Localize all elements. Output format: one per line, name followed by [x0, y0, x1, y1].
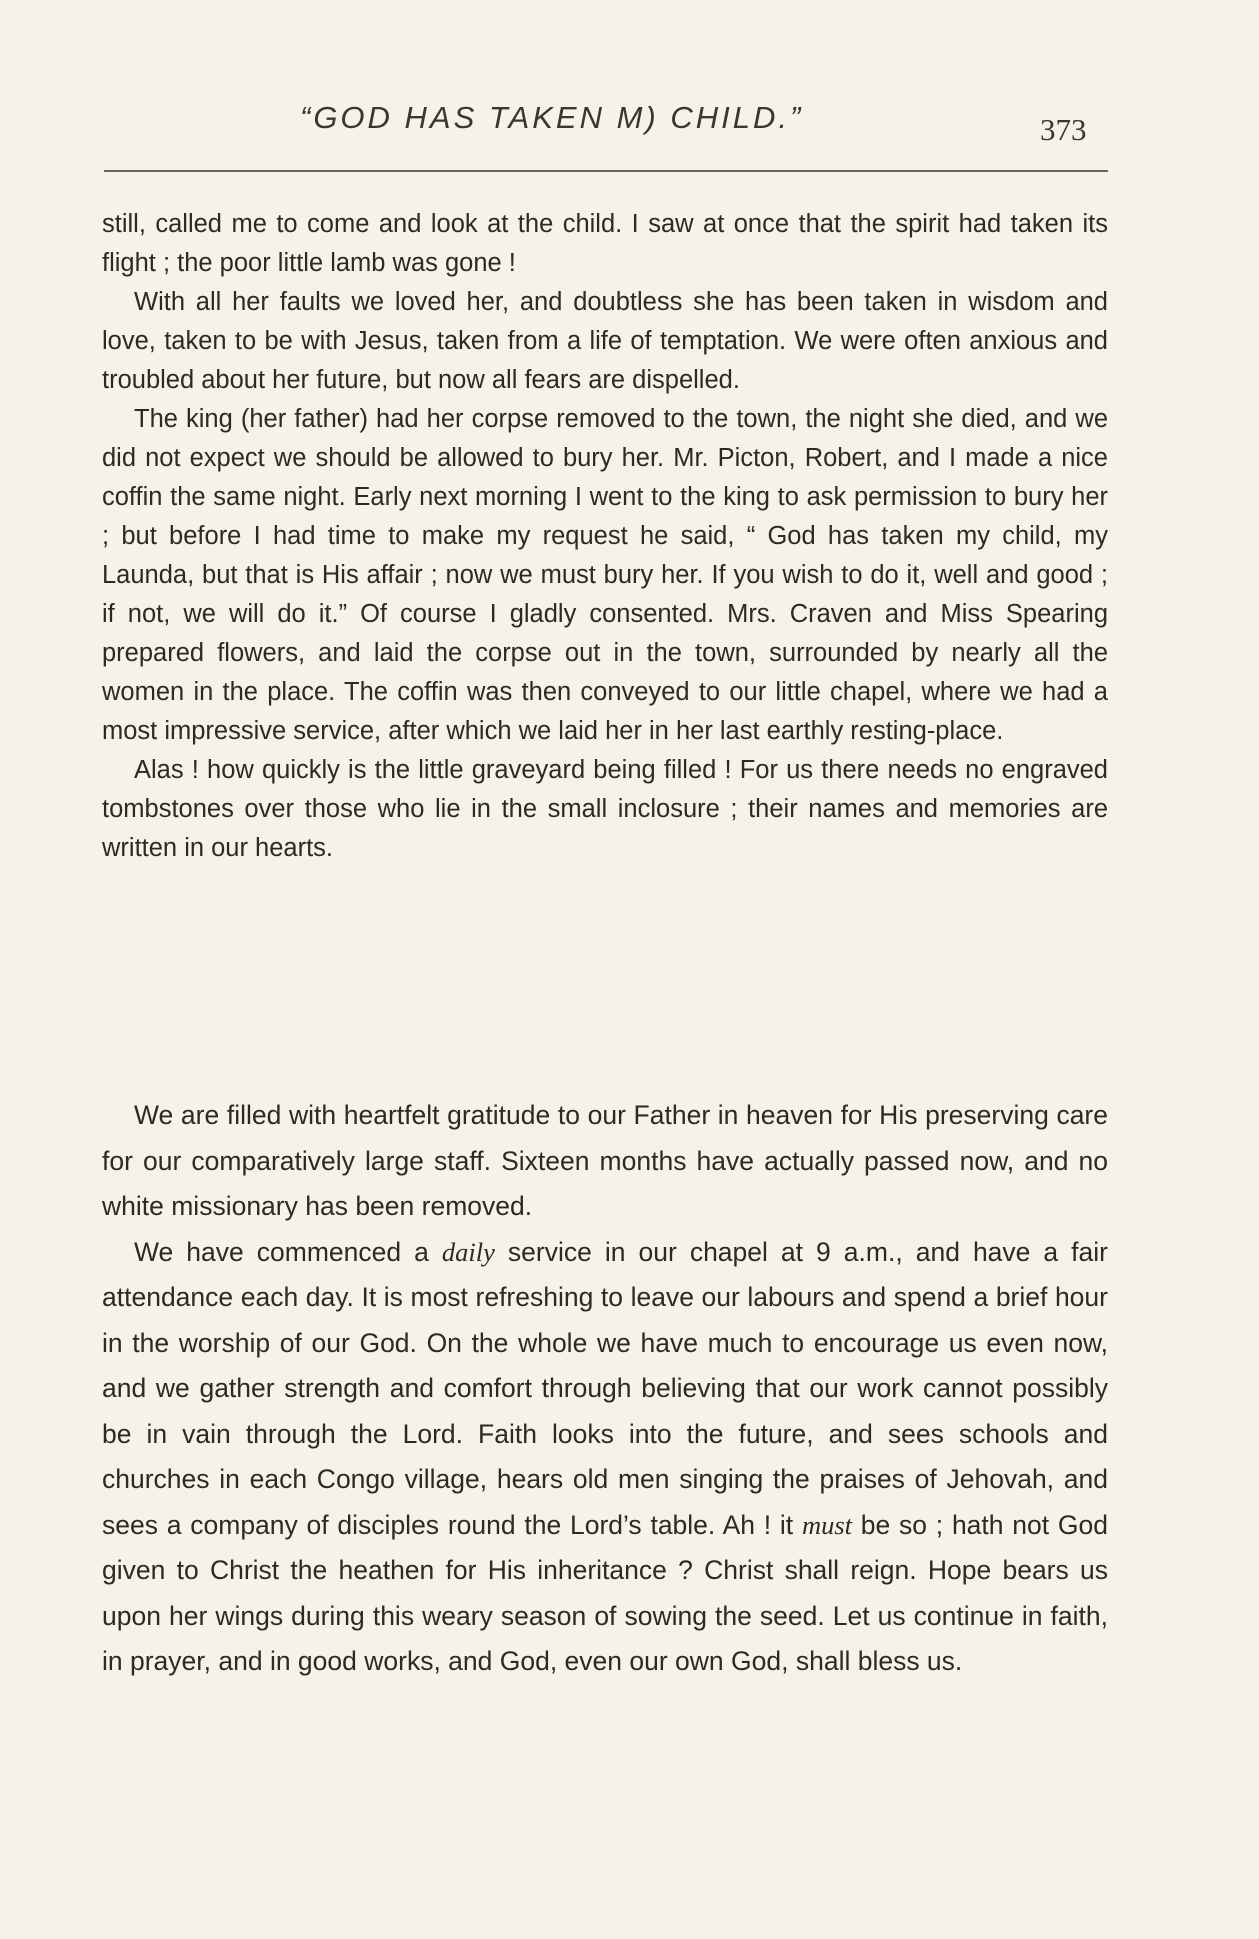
- header-rule: [104, 170, 1108, 172]
- paragraph: The king (her father) had her corpse removed to the town, the night she died, and we did not expect we should be allowed to bury her. Mr. Picton, Robert, and I made a nice coffin the same night. Early next morning I went to the king to ask permission to bury her ; but before I had time to make my request he said, “ God has taken my child, my Launda, but that is His affair ; now we must bury her. If you wish to do it, well and good ; if not, we will do it.” Of course I gladly consented. Mrs. Craven and Miss Spearing prepared flowers, and laid the corpse out in the town, surrounded by nearly all the women in the place. The coffin was then conveyed to our little chapel, where we had a most impressive service, after which we laid her in her last earthly resting-place.: [102, 405, 1108, 745]
- text-block-2: [102, 1093, 1108, 1685]
- text-run: service in our chapel at 9 a.m., and have a fair attendance each day. It is most refreshing to leave our labours and spend a brief hour in the worship of our God. On the whole we have much to encourage us even now, and we gather strength and comfort through believing that our work cannot possibly be in vain through the Lord. Faith looks into the future, and sees schools and churches in each Congo village, hears old men singing the praises of Jehovah, and sees a company of disciples round the Lord’s table. Ah ! it: [102, 1236, 1108, 1540]
- paragraph: We are filled with heartfelt gratitude to our Father in heaven for His preserving care for our comparatively large staff. Sixteen months have actually passed now, and no white missionary has been removed.: [102, 1100, 1108, 1221]
- paragraph: Alas ! how quickly is the little graveyard being filled ! For us there needs no engraved tombstones over those who lie in the small inclosure ; their names and memories are written in our hearts.: [102, 756, 1108, 862]
- text-run: We have commenced a: [134, 1236, 442, 1267]
- emphasis: must: [801, 1509, 853, 1540]
- paragraph: [102, 1230, 1108, 1685]
- page-number: 373: [1040, 112, 1087, 147]
- emphasis: daily: [441, 1236, 495, 1267]
- text-block-1: [102, 205, 1108, 868]
- paragraph: still, called me to come and look at the child. I saw at once that the spirit had taken its flight ; the poor little lamb was gone !: [102, 210, 1108, 277]
- running-head: [0, 100, 1259, 160]
- paragraph: With all her faults we loved her, and doubtless she has been taken in wisdom and love, taken to be with Jesus, taken from a life of temptation. We were often anxious and troubled about her future, but now all fears are dispelled.: [102, 288, 1108, 394]
- running-title: “GOD HAS TAKEN M) CHILD.”: [300, 100, 804, 135]
- text-run: be so ; hath not God given to Christ the heathen for His inheritance ? Christ shall reign. Hope bears us upon her wings during this weary season of sowing the seed. Let us continue in faith, in prayer, and in good works, and God, even our own God, shall bless us.: [102, 1509, 1108, 1676]
